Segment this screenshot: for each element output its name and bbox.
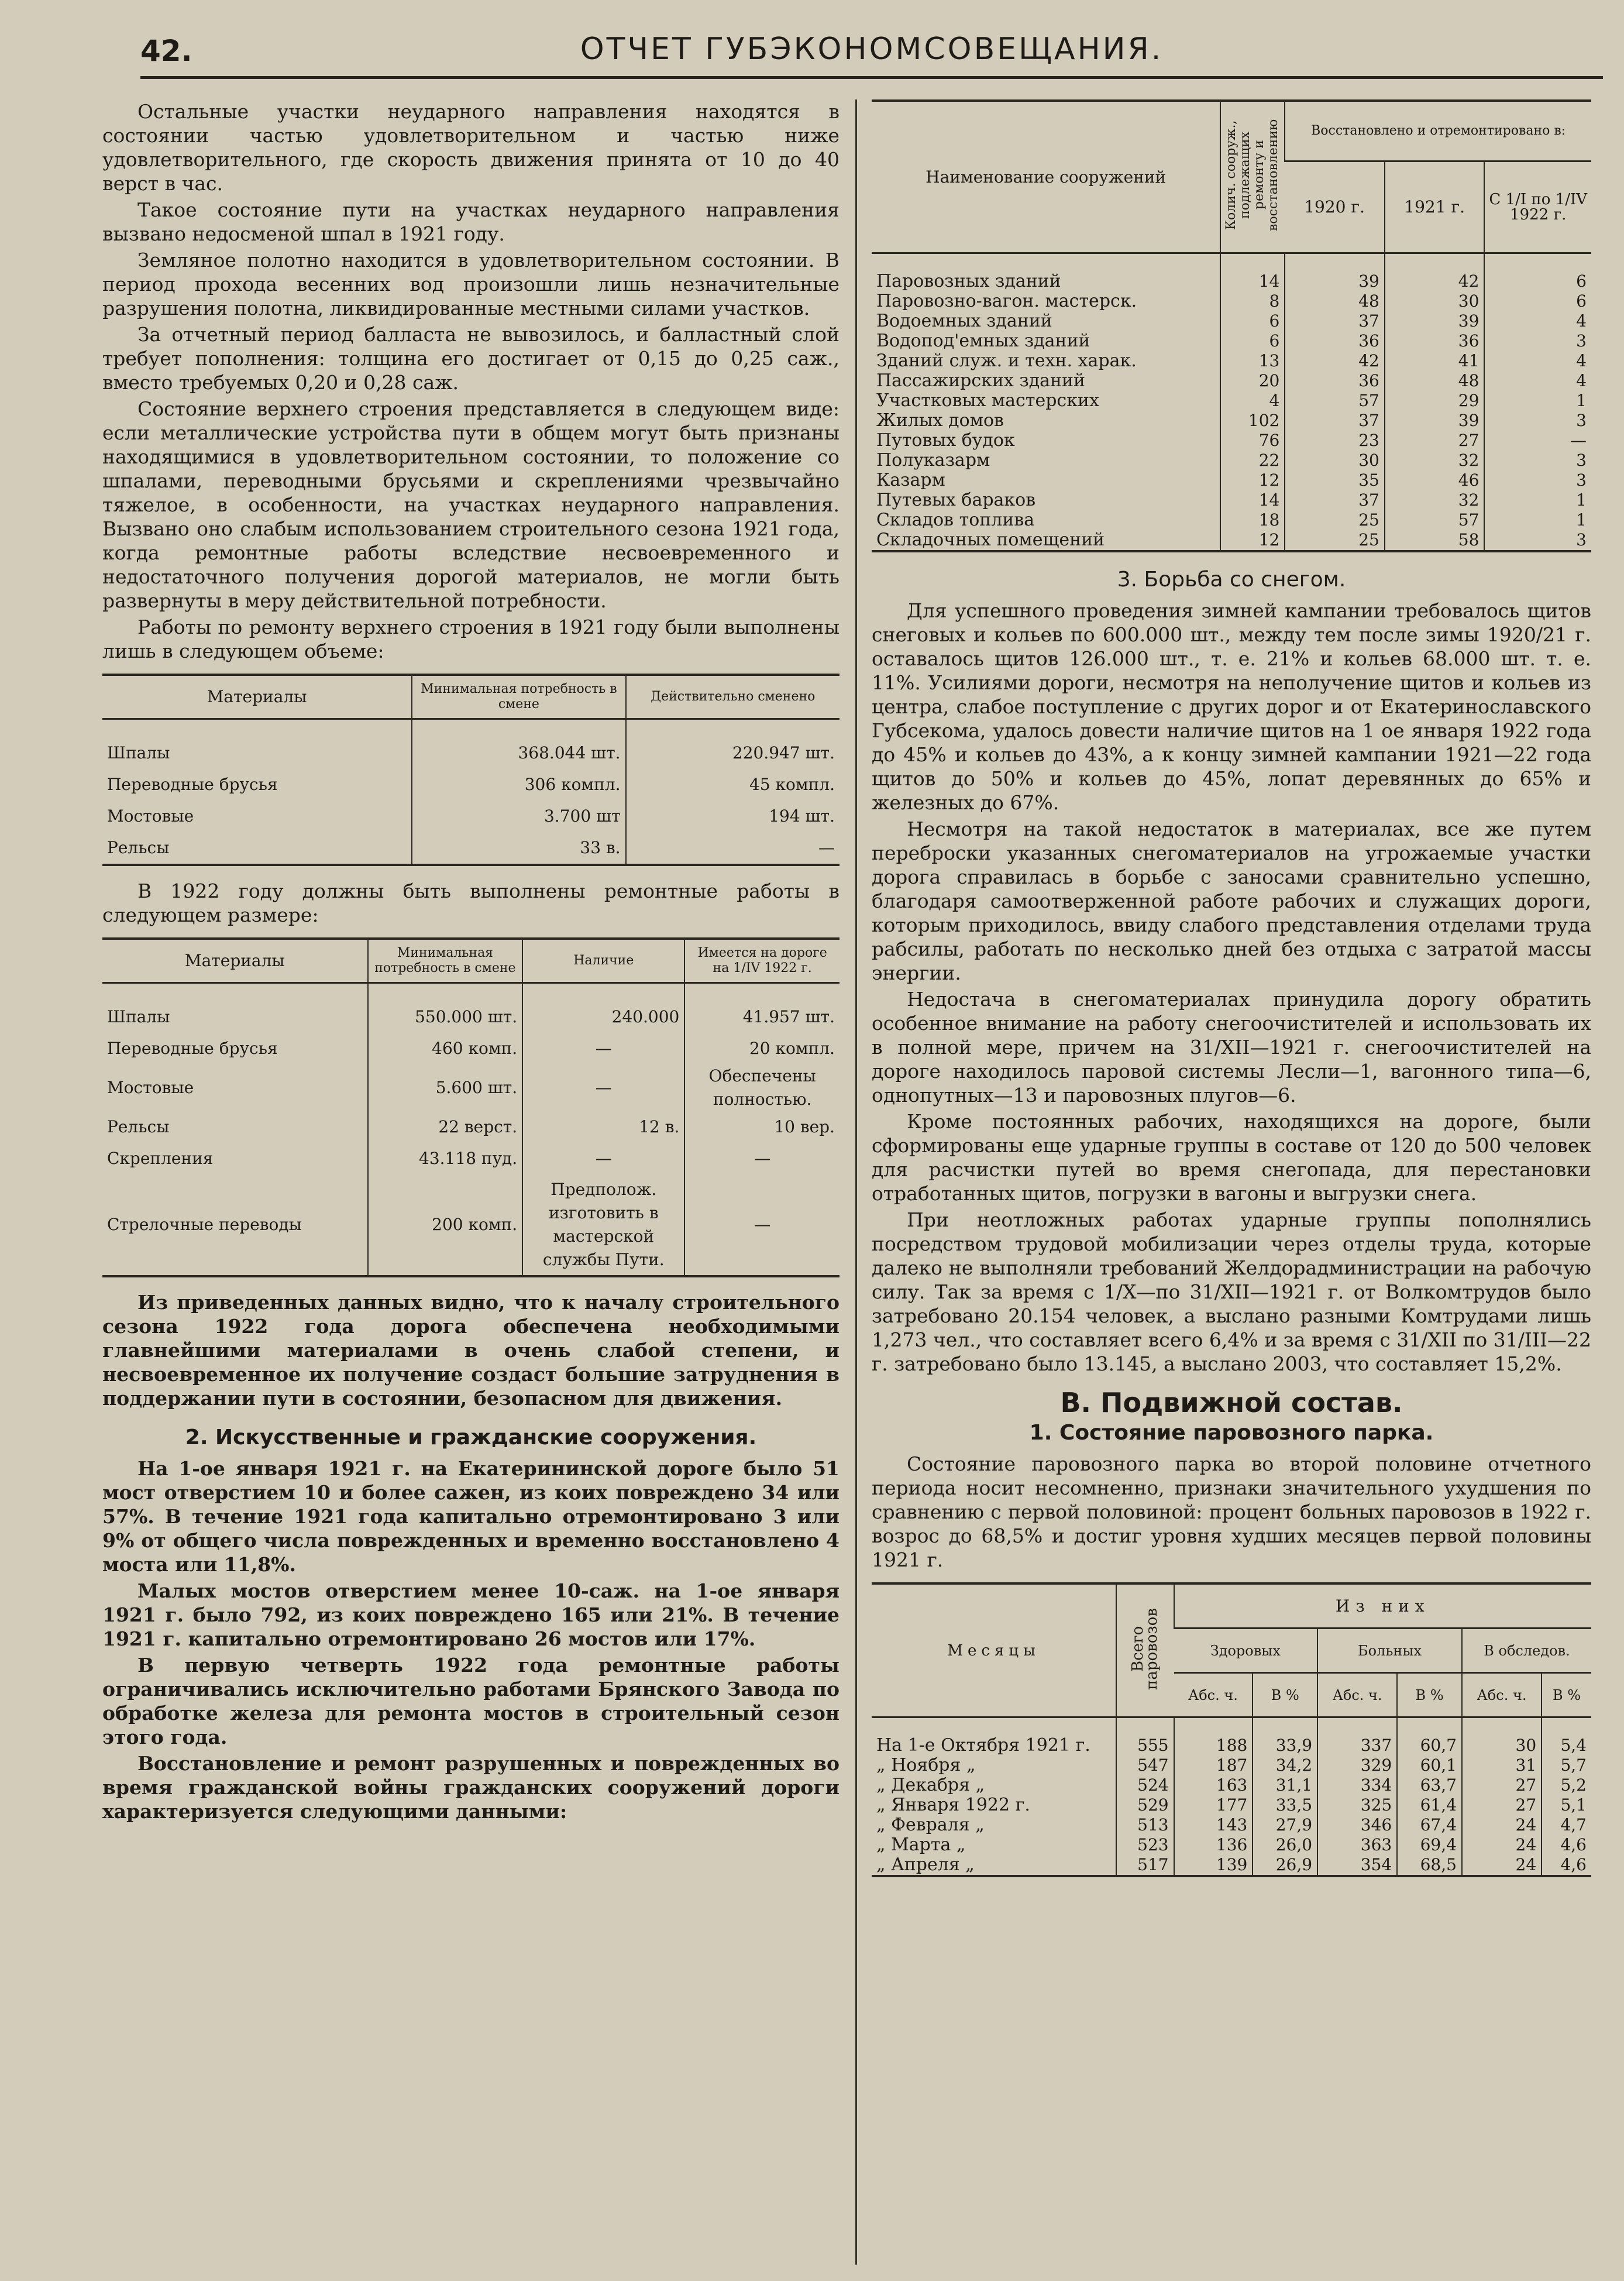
table-cell: Рельсы <box>107 1117 170 1136</box>
table-cell: Водоемных зданий <box>876 311 1052 331</box>
table-cell: 30 <box>1285 451 1385 470</box>
table-row <box>102 1001 839 1033</box>
table-cell: Переводные брусья <box>107 1039 278 1058</box>
table-cell: 33,9 <box>1253 1736 1317 1756</box>
table-cell: 5,7 <box>1542 1756 1591 1775</box>
paragraph: Для успешного проведения зимней кампании требовалось щитов снеговых и кольев по 600.000 шт., между тем после зимы 1920/21 г. оставалось щитов 126.000 шт., т. е. 21% и кольев 68.000 шт. т. е. 11%. Усилиями дороги, несмотря на неполучение щитов и кольев из центра, слабое поступление с других дорог и от Екатеринославского Губсекома, удалось довести наличие щитов на 1 ое января 1922 года до 45% и кольев до 43%, а к концу зимней кампании 1921—22 года щитов до 50% и кольев до 45%, лопат деревянных до 65% и железных до 67%. <box>872 599 1591 814</box>
column-header: Имеется на дороге на 1/IV 1922 г. <box>684 939 839 983</box>
table-cell: 6 <box>1220 311 1285 331</box>
table-row <box>872 1855 1591 1876</box>
table-cell: Переводные брусья <box>107 775 278 794</box>
paragraph: Такое состояние пути на участках неударного направления вызвано недосменой шпал в 1921 году. <box>102 198 839 245</box>
table-cell: 4,7 <box>1542 1815 1591 1835</box>
table-cell: 1 <box>1484 391 1591 411</box>
table-cell: Казарм <box>876 470 945 490</box>
column-header: С 1/I по 1/IV 1922 г. <box>1484 162 1591 253</box>
table-cell: 61,4 <box>1397 1795 1462 1815</box>
table-cell: 41 <box>1385 351 1485 371</box>
table-row <box>872 371 1591 391</box>
paragraph: На 1-ое января 1921 г. на Екатерининской дороге было 51 мост отверстием 10 и более сажен, из коих повреждено 34 или 57%. В течение 1921 года капитально отремонтировано 3 или 9% от общего числа поврежденных и временно восстановлено 4 моста или 11,8%. <box>102 1457 839 1576</box>
table-cell: 6 <box>1484 272 1591 291</box>
table-cell: 39 <box>1385 411 1485 431</box>
column-header: Абс. ч. <box>1462 1673 1542 1717</box>
table-row <box>872 1795 1591 1815</box>
table-cell: 69,4 <box>1397 1835 1462 1855</box>
table-cell: 363 <box>1317 1835 1397 1855</box>
table-row <box>102 1064 839 1111</box>
column-header: Из них <box>1174 1583 1591 1629</box>
table-cell: 3 <box>1484 470 1591 490</box>
table-cell: 102 <box>1220 411 1285 431</box>
table-cell: — <box>1484 431 1591 451</box>
table-cell: 41.957 шт. <box>684 1001 839 1033</box>
page-header <box>140 23 1603 79</box>
table-row <box>872 1775 1591 1795</box>
column-header: 1921 г. <box>1385 162 1485 253</box>
table-cell: 3 <box>1484 331 1591 351</box>
table-cell: 36 <box>1285 331 1385 351</box>
table-cell: На 1-е Октября 1921 г. <box>876 1735 1090 1756</box>
table-cell: Рельсы <box>107 838 170 857</box>
table-cell: 4 <box>1220 391 1285 411</box>
table-row <box>872 351 1591 371</box>
column-header: Восстановлено и отремонтировано в: <box>1285 101 1591 162</box>
table-row <box>872 291 1591 311</box>
paragraph: При неотложных работах ударные группы пополнялись посредством трудовой мобилизации через отделы труда, которые далеко не выполняли требований Желдорадминистрации на рабочую силу. Так за время с 1/X—по 31/XII—1921 г. от Волкомтрудов было затребовано 20.154 человек, а выслано разными Комтрудами лишь 1,273 чел., что составляет всего 6,4% и за время с 31/XII по 31/III—22 г. затребовано было 13.145, а выслано 2003, что составляет 15,2%. <box>872 1208 1591 1375</box>
table-cell: „ Апреля „ <box>876 1854 975 1875</box>
table-row <box>102 1143 839 1174</box>
table-cell: 48 <box>1285 291 1385 311</box>
table-cell: 337 <box>1317 1736 1397 1756</box>
table-cell: 67,4 <box>1397 1815 1462 1835</box>
table-cell: 27 <box>1462 1795 1542 1815</box>
table-cell: 24 <box>1462 1855 1542 1876</box>
table-cell: 36 <box>1285 371 1385 391</box>
table-row <box>102 737 839 769</box>
table-cell: — <box>522 1064 684 1111</box>
table-cell: Складочных помещений <box>876 530 1105 550</box>
table-cell: 3 <box>1484 411 1591 431</box>
table-cell: 524 <box>1116 1775 1174 1795</box>
column-header: Действительно сменено <box>626 675 839 719</box>
table-cell: 30 <box>1385 291 1485 311</box>
table-row <box>102 1111 839 1143</box>
table-cell: 14 <box>1220 272 1285 291</box>
table-row <box>872 431 1591 451</box>
table-cell: 6 <box>1484 291 1591 311</box>
table-cell: 163 <box>1174 1775 1253 1795</box>
section-heading: 3. Борьба со снегом. <box>1117 568 1346 592</box>
table-cell: 4 <box>1484 311 1591 331</box>
table-cell: 23 <box>1285 431 1385 451</box>
table-cell: 27 <box>1385 431 1485 451</box>
table-row <box>872 1756 1591 1775</box>
table-cell: 33,5 <box>1253 1795 1317 1815</box>
paragraph: Малых мостов отверстием менее 10-саж. на 1-ое января 1921 г. было 792, из коих повреждено 165 или 21%. В течение 1921 г. капитально отремонтировано 26 мостов или 17%. <box>102 1579 839 1650</box>
section-heading: 1. Состояние паровозного парка. <box>1029 1421 1434 1445</box>
table-cell: 31,1 <box>1253 1775 1317 1795</box>
paragraph: Недостача в снегоматериалах принудила дорогу обратить особенное внимание на работу снегоочистителей и использовать их в полной мере, причем на 31/XII—1921 г. снегоочистителей на дороге находилось паровой системы Лесли—1, вагонного типа—6, однопутных—13 и паровозных плугов—6. <box>872 988 1591 1107</box>
table-cell: Участковых мастерских <box>876 390 1099 411</box>
table-cell: 26,0 <box>1253 1835 1317 1855</box>
section-heading: 2. Искусственные и гражданские сооружения. <box>185 1425 757 1449</box>
table-cell: 20 <box>1220 371 1285 391</box>
table-cell: 22 верст. <box>368 1111 523 1143</box>
table-cell: 547 <box>1116 1756 1174 1775</box>
table-cell: 60,7 <box>1397 1736 1462 1756</box>
table-cell: 25 <box>1285 510 1385 530</box>
table-cell: Паровозных зданий <box>876 271 1061 291</box>
table-cell: 24 <box>1462 1835 1542 1855</box>
table-cell: 43.118 пуд. <box>368 1143 523 1174</box>
paragraph: В 1922 году должны быть выполнены ремонтные работы в следующем размере: <box>102 880 839 926</box>
column-divider <box>855 99 857 2265</box>
column-header: Наименование сооружений <box>872 101 1220 253</box>
table-cell: 12 в. <box>522 1111 684 1143</box>
table-cell: 1 <box>1484 510 1591 530</box>
table-row <box>872 311 1591 331</box>
column-header: Наличие <box>522 939 684 983</box>
table-cell: 329 <box>1317 1756 1397 1775</box>
table-cell: Водопод'емных зданий <box>876 331 1090 351</box>
column-header: Месяцы <box>872 1583 1116 1717</box>
table-cell: 368.044 шт. <box>412 737 625 769</box>
table-cell: 36 <box>1385 331 1485 351</box>
table-cell: Мостовые <box>107 1078 194 1097</box>
table-cell: 12 <box>1220 470 1285 490</box>
table-row <box>872 272 1591 291</box>
column-header: Больных <box>1317 1629 1462 1673</box>
table-row <box>872 530 1591 551</box>
table-cell: — <box>522 1143 684 1174</box>
table-cell: 194 шт. <box>626 801 839 832</box>
table-cell: Путевых бараков <box>876 490 1036 510</box>
table-cell: Полуказарм <box>876 450 990 470</box>
table-cell: 27,9 <box>1253 1815 1317 1835</box>
table-cell: — <box>522 1033 684 1064</box>
table-row <box>872 1736 1591 1756</box>
table-cell: Паровозно-вагон. мастерск. <box>876 291 1137 311</box>
column-header: В % <box>1542 1673 1591 1717</box>
table-cell: 42 <box>1285 351 1385 371</box>
paragraph: Состояние паровозного парка во второй половине отчетного периода носит несомненно, признаки значительного ухудшения по сравнению с первой половиной: процент больных паровозов в 1922 г. возрос до 68,5% и достиг уровня худших месяцев первой половины 1921 г. <box>872 1452 1591 1571</box>
table-cell: 76 <box>1220 431 1285 451</box>
table-cell: 46 <box>1385 470 1485 490</box>
table-cell: „ Февраля „ <box>876 1815 985 1835</box>
table-cell: Путовых будок <box>876 430 1015 451</box>
table-cell: 48 <box>1385 371 1485 391</box>
table-cell: Скрепления <box>107 1149 214 1168</box>
table-row <box>872 451 1591 470</box>
table-cell: 35 <box>1285 470 1385 490</box>
table-cell: — <box>684 1174 839 1276</box>
table-cell: Стрелочные переводы <box>107 1215 302 1234</box>
table-cell: Пассажирских зданий <box>876 370 1086 391</box>
column-header: Минимальная потребность в смене <box>368 939 523 983</box>
column-header: Абс. ч. <box>1317 1673 1397 1717</box>
table-row <box>102 1174 839 1276</box>
paragraph: Земляное полотно находится в удовлетворительном состоянии. В период прохода весенних вод произошли лишь незначительные разрушения полотна, ликвидированные местными силами участков. <box>102 249 839 320</box>
table-cell: Мостовые <box>107 806 194 826</box>
table-cell: 10 вер. <box>684 1111 839 1143</box>
table-cell: 32 <box>1385 490 1485 510</box>
table-cell: 37 <box>1285 490 1385 510</box>
paragraph: Из приведенных данных видно, что к началу строительного сезона 1922 года дорога обеспечена необходимыми главнейшими материалами в очень слабой степени, и несвоевременное их получение создаст большие затруднения в поддержании пути в состоянии, безопасном для движения. <box>102 1291 839 1410</box>
table-cell: 37 <box>1285 411 1385 431</box>
table-cell: 220.947 шт. <box>626 737 839 769</box>
table-cell: 26,9 <box>1253 1855 1317 1876</box>
table-cell: 5,2 <box>1542 1775 1591 1795</box>
paragraph: Кроме постоянных рабочих, находящихся на дороге, были сформированы еще ударные группы в составе от 120 до 500 человек для расчистки путей во время снегопада, для перестановки отработанных щитов, погрузки в вагоны и выгрузки снега. <box>872 1110 1591 1205</box>
table-cell: 18 <box>1220 510 1285 530</box>
table-cell: 32 <box>1385 451 1485 470</box>
table-cell: 187 <box>1174 1756 1253 1775</box>
table-cell: 4,6 <box>1542 1855 1591 1876</box>
locomotive-table <box>872 1582 1591 1877</box>
table-row <box>872 1815 1591 1835</box>
column-header: В обследов. <box>1462 1629 1591 1673</box>
table-cell: 13 <box>1220 351 1285 371</box>
column-header: Колич. сооруж., подлежащих ремонту и восстановлению <box>1220 101 1285 253</box>
table-cell: 57 <box>1285 391 1385 411</box>
table-row <box>102 832 839 865</box>
table-cell: 4 <box>1484 351 1591 371</box>
table-cell: 12 <box>1220 530 1285 551</box>
paragraph: Несмотря на такой недостаток в материалах, все же путем переброски указанных снегоматериалов на угрожаемые участки дорога справилась в борьбе с заносами сравнительно успешно, благодаря самоотверженной работе рабочих и служащих дороги, которым приходилось, ввиду слабого представления отделами труда рабсилы, работать по несколько дней без отдыха с затратой массы энергии. <box>872 817 1591 984</box>
table-cell: 334 <box>1317 1775 1397 1795</box>
table-cell: 42 <box>1385 272 1485 291</box>
table-cell: „ Января 1922 г. <box>876 1795 1030 1815</box>
table-cell: 63,7 <box>1397 1775 1462 1795</box>
table-cell: 3.700 шт <box>412 801 625 832</box>
paragraph: За отчетный период балласта не вывозилось, и балластный слой требует пополнения: толщина его достигает от 0,15 до 0,25 саж., вместо требуемых 0,20 и 0,28 саж. <box>102 323 839 394</box>
table-cell: 4,6 <box>1542 1835 1591 1855</box>
table-cell: 354 <box>1317 1855 1397 1876</box>
table-row <box>102 1033 839 1064</box>
table-cell: 58 <box>1385 530 1485 551</box>
table-cell: Предполож. изготовить в мастерской службы Пути. <box>522 1174 684 1276</box>
table-cell: „ Марта „ <box>876 1835 966 1855</box>
table-cell: 1 <box>1484 490 1591 510</box>
table-cell: 39 <box>1285 272 1385 291</box>
column-header: В % <box>1253 1673 1317 1717</box>
table-cell: 3 <box>1484 451 1591 470</box>
column-header: В % <box>1397 1673 1462 1717</box>
column-header: Абс. ч. <box>1174 1673 1253 1717</box>
table-cell: 517 <box>1116 1855 1174 1876</box>
table-row <box>872 490 1591 510</box>
table-cell: 20 компл. <box>684 1033 839 1064</box>
repair-1922-table <box>102 937 839 1277</box>
column-header: Всего паровозов <box>1116 1583 1174 1717</box>
column-header: Минимальная потребность в смене <box>412 675 625 719</box>
table-cell: 460 комп. <box>368 1033 523 1064</box>
table-cell: „ Декабря „ <box>876 1775 985 1795</box>
table-cell: 4 <box>1484 371 1591 391</box>
table-row <box>102 801 839 832</box>
page-number: 42. <box>140 34 192 68</box>
table-cell: 39 <box>1385 311 1485 331</box>
table-cell: 34,2 <box>1253 1756 1317 1775</box>
table-cell: 24 <box>1462 1815 1542 1835</box>
table-cell: 143 <box>1174 1815 1253 1835</box>
table-cell: 31 <box>1462 1756 1542 1775</box>
table-cell: 306 компл. <box>412 769 625 801</box>
table-cell: 6 <box>1220 331 1285 351</box>
table-cell: Зданий служ. и техн. харак. <box>876 351 1137 371</box>
table-cell: 8 <box>1220 291 1285 311</box>
table-row <box>872 510 1591 530</box>
column-header: Материалы <box>102 675 412 719</box>
table-cell: Обеспечены полностью. <box>684 1064 839 1111</box>
table-cell: Шпалы <box>107 1007 170 1026</box>
table-cell: 3 <box>1484 530 1591 551</box>
table-cell: 37 <box>1285 311 1385 331</box>
table-cell: — <box>684 1143 839 1174</box>
table-cell: „ Ноября „ <box>876 1755 976 1775</box>
right-column <box>872 99 1591 1890</box>
table-cell: 68,5 <box>1397 1855 1462 1876</box>
table-cell: 29 <box>1385 391 1485 411</box>
column-header: Материалы <box>102 939 368 983</box>
table-row <box>872 331 1591 351</box>
table-cell: 346 <box>1317 1815 1397 1835</box>
table-cell: Жилых домов <box>876 410 1004 431</box>
table-row <box>872 411 1591 431</box>
page-title: ОТЧЕТ ГУБЭКОНОМСОВЕЩАНИЯ. <box>580 32 1164 67</box>
paragraph: Работы по ремонту верхнего строения в 1921 году были выполнены лишь в следующем объеме: <box>102 616 839 662</box>
table-cell: 5,1 <box>1542 1795 1591 1815</box>
table-row <box>102 769 839 801</box>
table-cell: 555 <box>1116 1736 1174 1756</box>
table-cell: 25 <box>1285 530 1385 551</box>
table-row <box>872 391 1591 411</box>
table-cell: Шпалы <box>107 743 170 762</box>
table-row <box>872 470 1591 490</box>
table-cell: 177 <box>1174 1795 1253 1815</box>
table-cell: 513 <box>1116 1815 1174 1835</box>
table-cell: Складов топлива <box>876 510 1035 530</box>
table-cell: 136 <box>1174 1835 1253 1855</box>
column-header: 1920 г. <box>1285 162 1385 253</box>
table-cell: 529 <box>1116 1795 1174 1815</box>
paragraph: Состояние верхнего строения представляется в следующем виде: если металлические устройства пути в общем могут быть признаны находящимися в удовлетворительном состоянии, то положение со шпалами, переводными брусьями и скреплениями чрезвычайно тяжелое, в особенности, на участках неударного направления. Вызвано оно слабым использованием строительного сезона 1921 года, когда ремонтные работы вследствие несвоевременного и недостаточного получения дорогой материалов, не могли быть развернуты в меру действительной потребности. <box>102 397 839 612</box>
left-column <box>102 99 839 1826</box>
table-cell: 325 <box>1317 1795 1397 1815</box>
table-cell: 523 <box>1116 1835 1174 1855</box>
chapter-heading: В. Подвижной состав. <box>1060 1387 1403 1418</box>
table-cell: 188 <box>1174 1736 1253 1756</box>
table-cell: 550.000 шт. <box>368 1001 523 1033</box>
table-cell: 200 комп. <box>368 1174 523 1276</box>
repair-1921-table <box>102 674 839 866</box>
table-cell: 45 компл. <box>626 769 839 801</box>
table-cell: 240.000 <box>522 1001 684 1033</box>
paragraph: Остальные участки неударного направления находятся в состоянии частью удовлетворительном и частью ниже удовлетворительного, где скорость движения принята от 10 до 40 верст в час. <box>102 100 839 195</box>
table-cell: 60,1 <box>1397 1756 1462 1775</box>
table-cell: 139 <box>1174 1855 1253 1876</box>
column-header: Здоровых <box>1174 1629 1317 1673</box>
table-cell: 5.600 шт. <box>368 1064 523 1111</box>
table-cell: 57 <box>1385 510 1485 530</box>
table-cell: 5,4 <box>1542 1736 1591 1756</box>
table-row <box>872 1835 1591 1855</box>
table-cell: 14 <box>1220 490 1285 510</box>
paragraph: В первую четверть 1922 года ремонтные работы ограничивались исключительно работами Брянского Завода по обработке железа для ремонта мостов в строительный сезон этого года. <box>102 1654 839 1748</box>
table-cell: 27 <box>1462 1775 1542 1795</box>
table-cell: 30 <box>1462 1736 1542 1756</box>
buildings-table <box>872 99 1591 552</box>
paragraph: Восстановление и ремонт разрушенных и поврежденных во время гражданской войны гражданских сооружений дороги характеризуется следующими данными: <box>102 1752 839 1823</box>
table-cell: — <box>626 832 839 865</box>
table-cell: 33 в. <box>412 832 625 865</box>
table-cell: 22 <box>1220 451 1285 470</box>
